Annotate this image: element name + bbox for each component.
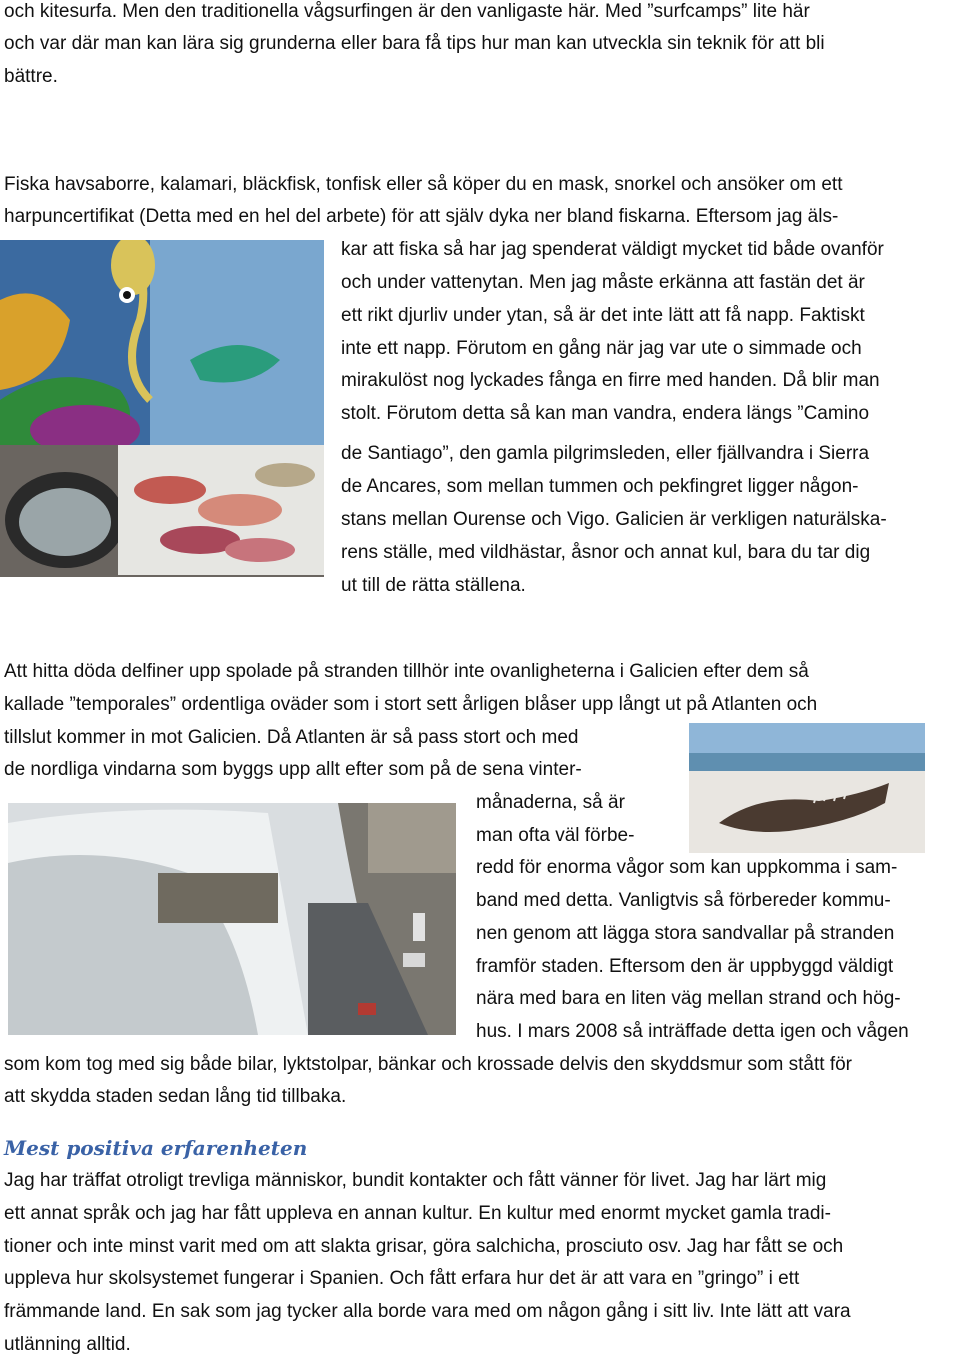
text-line: stans mellan Ourense och Vigo. Galicien är verkligen naturälska- (341, 509, 887, 530)
text-line: nen genom att lägga stora sandvallar på stranden (476, 923, 895, 944)
text-line: hus. I mars 2008 så inträffade detta igen och vågen (476, 1021, 909, 1042)
text-line: ett rikt djurliv under ytan, så är det inte lätt att få napp. Faktiskt (341, 305, 865, 326)
text-line: kar att fiska så har jag spenderat väldigt mycket tid både ovanför (341, 239, 884, 260)
text-line: och kitesurfa. Men den traditionella vågsurfingen är den vanligaste här. Med ”surfcamps” lite här (4, 1, 810, 22)
text-line: månaderna, så är (476, 792, 625, 813)
text-line: de Ancares, som mellan tummen och pekfingret ligger någon- (341, 476, 859, 497)
fishing-photo-collage (0, 240, 324, 577)
text-line: man ofta väl förbe- (476, 825, 635, 846)
text-line: att skydda staden sedan lång tid tillbaka. (4, 1086, 347, 1107)
text-line: ett annat språk och jag har fått uppleva en annan kultur. En kultur med enormt mycket gamla tradi- (4, 1203, 831, 1224)
text-line: och under vattenytan. Men jag måste erkänna att fastän det är (341, 272, 865, 293)
text-line: främmande land. En sak som jag tycker alla borde vara med om någon gång i sitt liv. Inte lätt att vara (4, 1301, 851, 1322)
text-line: som kom tog med sig både bilar, lyktstolpar, bänkar och krossade delvis den skyddsmur som stått för (4, 1054, 852, 1075)
text-line: tioner och inte minst varit med om att slakta grisar, göra salchicha, prosciuto osv. Jag har fått se och (4, 1236, 844, 1257)
text-line: nära med bara en liten väg mellan strand och hög- (476, 988, 901, 1009)
text-line: de nordliga vindarna som byggs upp allt efter som på de sena vinter- (4, 759, 582, 780)
text-line: Fiska havsaborre, kalamari, bläckfisk, tonfisk eller så köper du en mask, snorkel och ansöker om ett (4, 174, 843, 195)
text-line: rens ställe, med vildhästar, åsnor och annat kul, bara du tar dig (341, 542, 871, 563)
text-line: kallade ”temporales” ordentliga oväder som i stort sett årligen blåser upp långt ut på Atlanten och (4, 694, 818, 715)
text-line: de Santiago”, den gamla pilgrimsleden, eller fjällvandra i Sierra (341, 443, 870, 464)
beach-dolphin-photo (689, 723, 925, 853)
storm-waves-photo (8, 803, 456, 1035)
text-line: Att hitta döda delfiner upp spolade på stranden tillhör inte ovanligheterna i Galicien efter dem så (4, 661, 809, 682)
text-line: band med detta. Vanligtvis så förbereder kommu- (476, 890, 891, 911)
text-line: bättre. (4, 66, 58, 87)
text-line: och var där man kan lära sig grunderna eller bara få tips hur man kan utveckla sin teknik för att bli (4, 33, 825, 54)
text-line: tillslut kommer in mot Galicien. Då Atlanten är så pass stort och med (4, 727, 579, 748)
text-line: framför staden. Eftersom den är uppbyggd väldigt (476, 956, 894, 977)
text-line: stolt. Förutom detta så kan man vandra, endera längs ”Camino (341, 403, 870, 424)
text-line: utlänning alltid. (4, 1334, 131, 1355)
section-heading: Mest positiva erfarenheten (4, 1136, 308, 1160)
text-line: ut till de rätta ställena. (341, 575, 526, 596)
text-line: mirakulöst nog lyckades fånga en firre med handen. Då blir man (341, 370, 880, 391)
text-line: Jag har träffat otroligt trevliga människor, bundit kontakter och fått vänner för livet. Jag har lärt mig (4, 1170, 827, 1191)
text-line: inte ett napp. Förutom en gång när jag var ute o simmade och (341, 338, 862, 359)
text-line: redd för enorma vågor som kan uppkomma i sam- (476, 857, 898, 878)
text-line: uppleva hur skolsystemet fungerar i Spanien. Och fått erfara hur det är att vara en ”gringo” i ett (4, 1268, 800, 1289)
text-line: harpuncertifikat (Detta med en hel del arbete) för att själv dyka ner bland fiskarna. Eftersom jag äls- (4, 206, 839, 227)
